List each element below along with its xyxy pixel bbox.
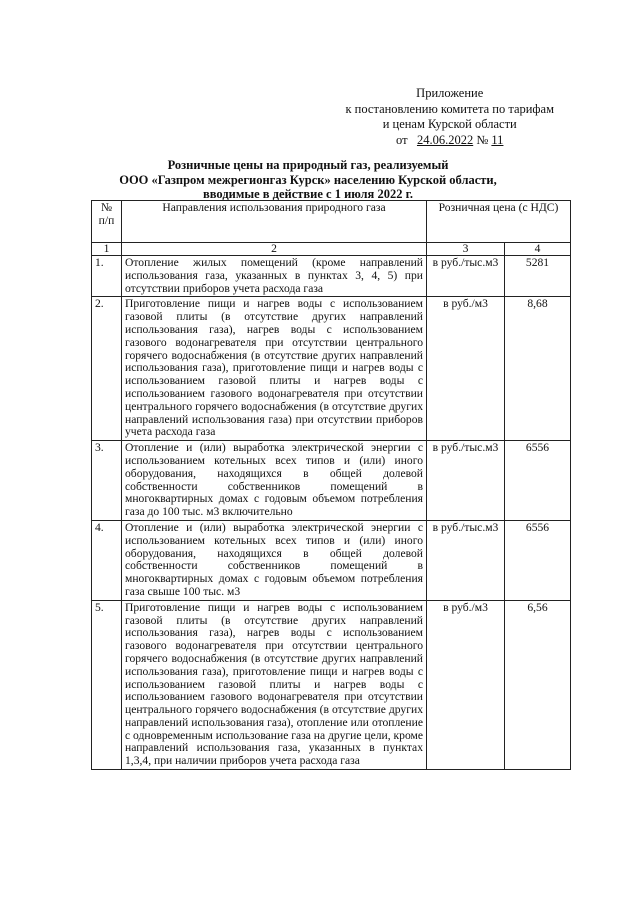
row-price: 6,56 xyxy=(505,600,571,769)
appendix-number-label: № xyxy=(476,132,489,147)
document-title xyxy=(118,158,498,202)
row-direction: Отопление и (или) выработка электрической энергии с использованием котельных всех типов и (или) иного оборудования, находящихся в общей долевой собственности собственников помещений в многоквартирных домах с годовым объемом потребления газа свыше 100 тыс. м3 xyxy=(122,520,427,600)
table-row xyxy=(92,520,571,600)
table-row xyxy=(92,297,571,441)
row-unit: в руб./тыс.м3 xyxy=(427,520,505,600)
header-direction: Направления использования природного газа xyxy=(122,201,427,243)
price-table xyxy=(91,200,571,770)
row-price: 6556 xyxy=(505,520,571,600)
row-number: 4. xyxy=(92,520,122,600)
row-number: 5. xyxy=(92,600,122,769)
header-number: № п/п xyxy=(92,201,122,243)
table-header-row xyxy=(92,201,571,243)
col-index-4: 4 xyxy=(505,243,571,256)
appendix-committee: и ценам Курской области xyxy=(382,117,517,131)
appendix-number: 11 xyxy=(491,132,504,147)
appendix-date: 24.06.2022 xyxy=(416,132,474,147)
row-direction: Приготовление пищи и нагрев воды с использованием газовой плиты (в отсутствие других направлений использования газа), нагрев воды с использованием газового водонагревателя при отсутствии центрального горячего водоснабжения (в отсутствие других направлений использования газа), приготовление пищи и нагрев воды с использованием газовой плиты и нагрев воды с использованием газового водонагревателя при отсутствии центрального горячего водоснабжения (в отсутствие других направлений использования газа) при отсутствии приборов учета расхода газа xyxy=(122,297,427,441)
title-line-1: Розничные цены на природный газ, реализуемый xyxy=(167,158,449,172)
row-direction: Отопление жилых помещений (кроме направлений использования газа, указанных в пунктах 3, 4, 5) при отсутствии приборов учета расхода газа xyxy=(122,256,427,297)
row-direction: Отопление и (или) выработка электрической энергии с использованием котельных всех типов и (или) иного оборудования, находящихся в общей долевой собственности собственников помещений в многоквартирных домах с годовым объемом потребления газа до 100 тыс. м3 включительно xyxy=(122,441,427,521)
col-index-1: 1 xyxy=(92,243,122,256)
row-unit: в руб./тыс.м3 xyxy=(427,441,505,521)
appendix-from-label: от xyxy=(396,132,408,147)
row-price: 6556 xyxy=(505,441,571,521)
appendix-title: Приложение xyxy=(416,86,484,100)
header-price: Розничная цена (с НДС) xyxy=(427,201,571,243)
row-unit: в руб./м3 xyxy=(427,600,505,769)
row-unit: в руб./тыс.м3 xyxy=(427,256,505,297)
appendix-resolution: к постановлению комитета по тарифам xyxy=(345,101,554,116)
table-row xyxy=(92,441,571,521)
col-index-3: 3 xyxy=(427,243,505,256)
title-line-3: вводимые в действие с 1 июля 2022 г. xyxy=(203,187,413,201)
appendix-block xyxy=(345,86,554,148)
table-row xyxy=(92,600,571,769)
row-unit: в руб./м3 xyxy=(427,297,505,441)
row-number: 3. xyxy=(92,441,122,521)
title-line-2: ООО «Газпром межрегионгаз Курск» населению Курской области, xyxy=(119,172,497,187)
row-number: 1. xyxy=(92,256,122,297)
col-index-2: 2 xyxy=(122,243,427,256)
row-price: 5281 xyxy=(505,256,571,297)
column-index-row xyxy=(92,243,571,256)
table-row xyxy=(92,256,571,297)
row-price: 8,68 xyxy=(505,297,571,441)
row-number: 2. xyxy=(92,297,122,441)
row-direction: Приготовление пищи и нагрев воды с использованием газовой плиты (в отсутствие других направлений использования газа), нагрев воды с использованием газового водонагревателя при отсутствии центрального горячего водоснабжения (в отсутствие других направлений использования газа), приготовление пищи и нагрев воды с использованием газовой плиты и нагрев воды с использованием газового водонагревателя при отсутствии центрального горячего водоснабжения (в отсутствие других направлений использования газа), отопление или отопление с одновременным использование газа на другие цели, кроме направлений использования газа, указанных в пунктах 1,3,4, при наличии приборов учета расхода газа xyxy=(122,600,427,769)
appendix-date-line xyxy=(345,133,554,149)
